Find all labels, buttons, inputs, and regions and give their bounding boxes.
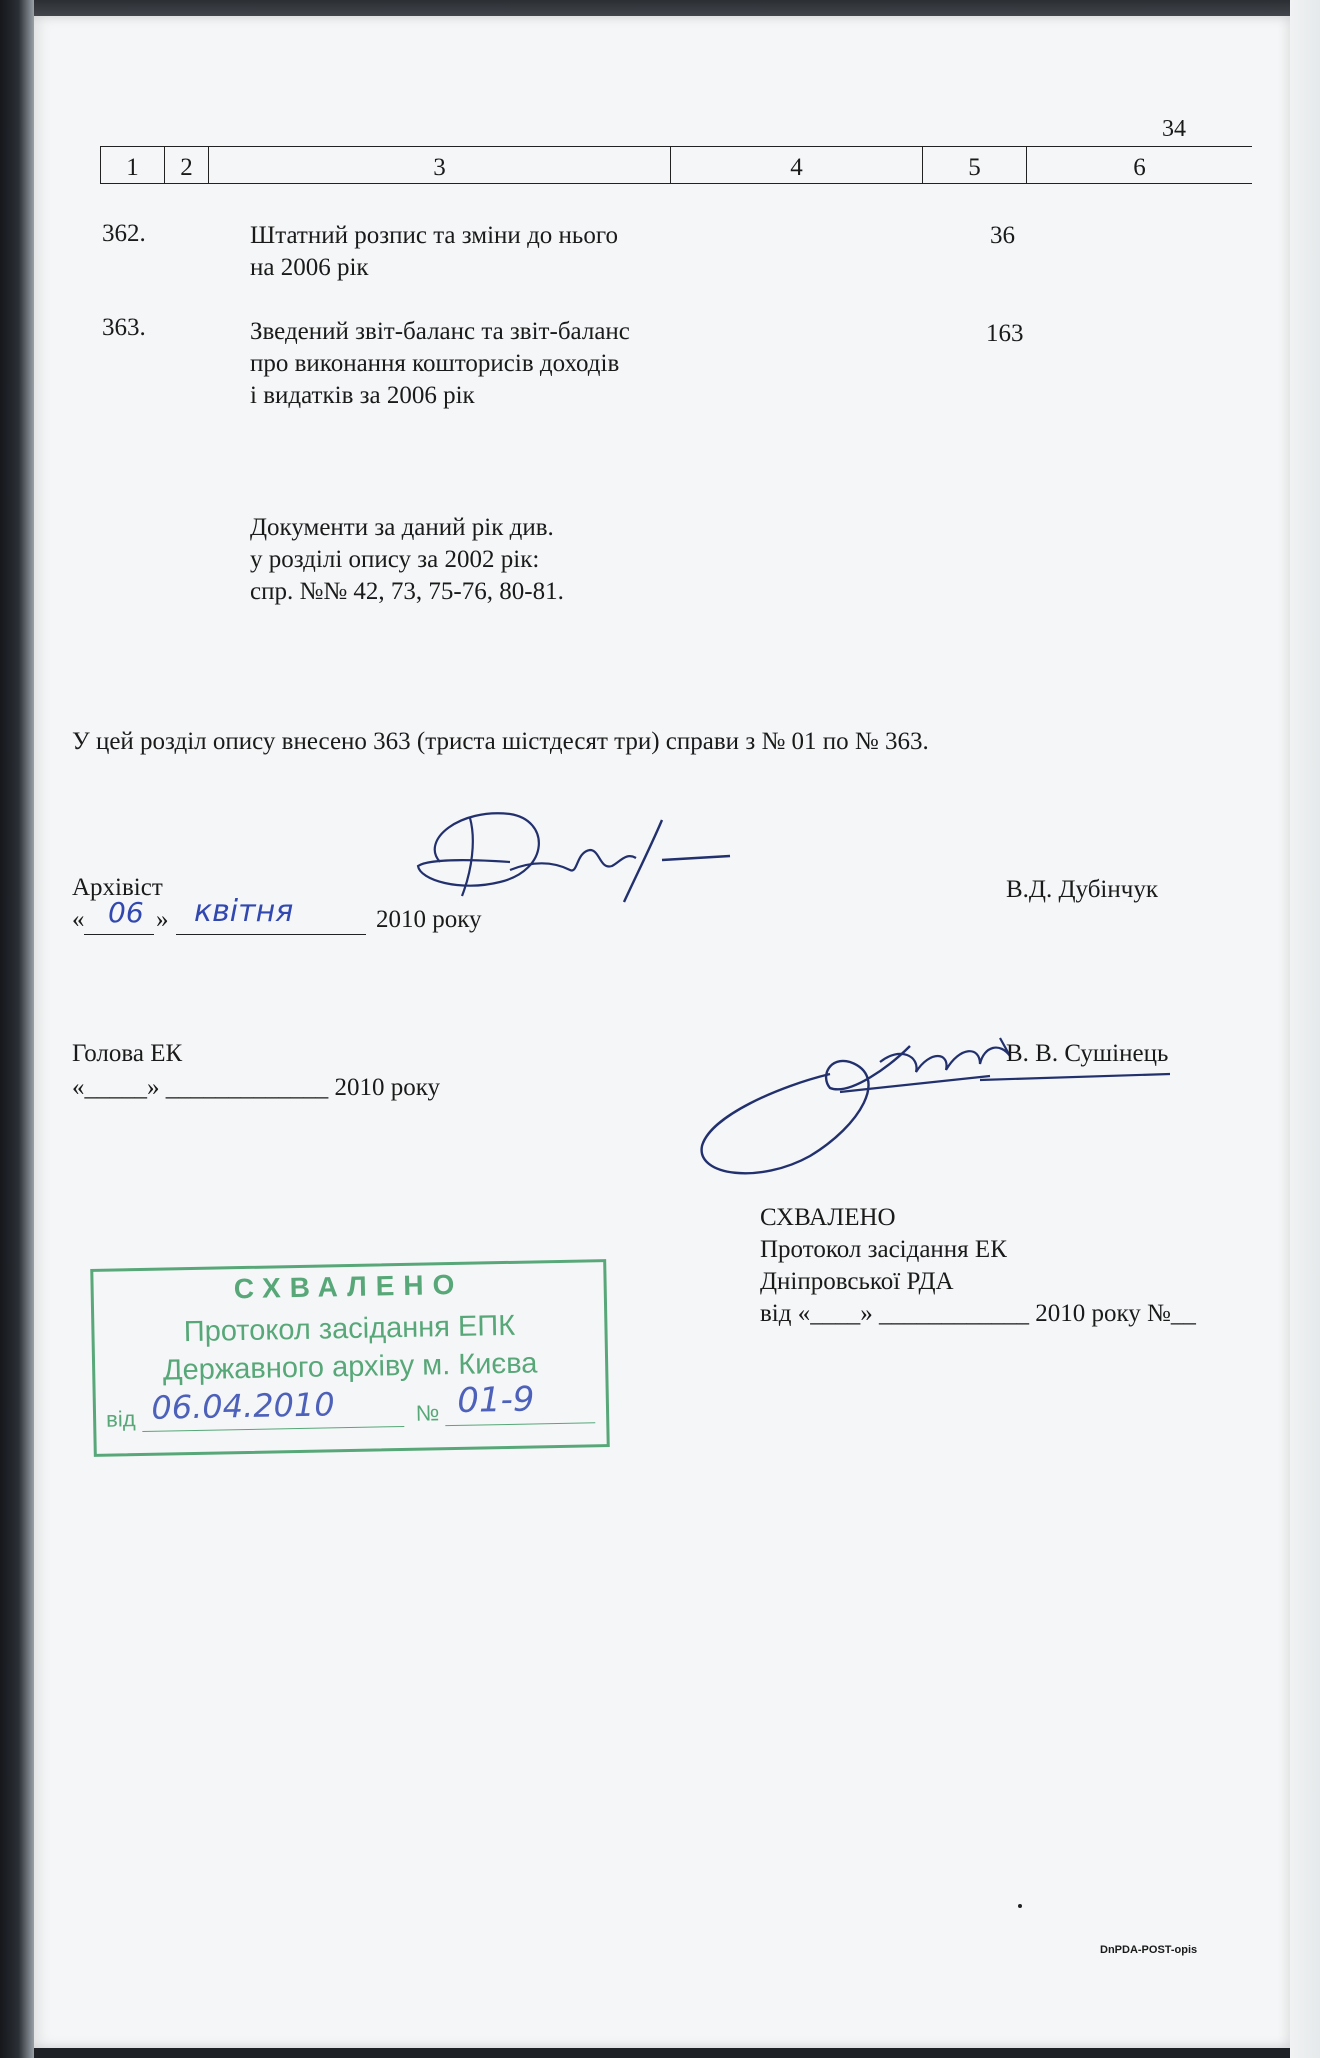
archivist-date	[72, 894, 532, 942]
note-line: у розділі опису за 2002 рік:	[250, 546, 540, 573]
header-cell: 6	[1026, 147, 1252, 183]
stamp-date-line	[141, 1385, 403, 1432]
page-right-edge	[1290, 0, 1320, 2058]
note-line: Документи за даний рік див.	[250, 514, 554, 541]
table-header-row	[100, 146, 1252, 184]
entry-title-line: Штатний розпис та зміни до нього	[250, 222, 618, 249]
entry-title-line: і видатків за 2006 рік	[250, 382, 475, 409]
entry-value: 163	[986, 320, 1024, 347]
page-number: 34	[1162, 116, 1186, 142]
stamp-line: Протокол засідання ЕПК	[183, 1309, 516, 1349]
reference-note	[250, 512, 564, 608]
header-cell: 5	[922, 147, 1026, 183]
header-cell: 1	[100, 147, 164, 183]
month-underline	[176, 934, 366, 935]
archivist-role: Архівіст	[72, 874, 163, 901]
note-line: спр. №№ 42, 73, 75-76, 80-81.	[250, 578, 564, 605]
commission-head-role: Голова ЕК	[72, 1040, 183, 1067]
entry-title-line: про виконання кошторисів доходів	[250, 350, 620, 377]
approval-line: Протокол засідання ЕК	[760, 1236, 1007, 1263]
handwritten-day: 06	[108, 896, 144, 929]
commission-head-name: В. В. Сушінець	[1006, 1040, 1169, 1067]
day-underline	[84, 934, 154, 935]
archivist-signature	[400, 800, 740, 910]
stamp-handwritten-number: 01-9	[456, 1379, 535, 1421]
archivist-name: В.Д. Дубінчук	[1006, 876, 1158, 903]
stamp-title: СХВАЛЕНО	[233, 1268, 464, 1305]
stamp-line: Державного архіву м. Києва	[162, 1347, 538, 1387]
stamp-handwritten-date: 06.04.2010	[151, 1385, 336, 1427]
ink-dot	[1018, 1904, 1022, 1908]
scan-left-edge	[0, 0, 34, 2058]
summary-statement: У цей розділ опису внесено 363 (триста шістдесят три) справи з № 01 по № 363.	[72, 728, 929, 755]
entry-title-line: на 2006 рік	[250, 254, 369, 281]
stamp-from-label: від	[105, 1406, 136, 1432]
entry-title	[250, 316, 630, 412]
entry-title	[250, 220, 618, 284]
footer-code: DnPDA-POST-opis	[1100, 1944, 1198, 1956]
stamp-num-line	[445, 1379, 595, 1426]
entry-title-line: Зведений звіт-баланс та звіт-баланс	[250, 318, 630, 345]
header-cell: 3	[208, 147, 670, 183]
quote-open: «	[72, 906, 85, 933]
header-cell: 2	[164, 147, 208, 183]
approval-line: Дніпровської РДА	[760, 1268, 954, 1295]
approval-stamp	[90, 1259, 610, 1457]
approval-block	[760, 1202, 1196, 1330]
stamp-bottom-row	[105, 1379, 596, 1432]
date-year: 2010 року	[376, 906, 482, 933]
header-cell: 4	[670, 147, 922, 183]
approval-line: СХВАЛЕНО	[760, 1204, 896, 1231]
quote-close: »	[156, 906, 169, 933]
approval-line: від «____» ____________ 2010 року №__	[760, 1300, 1196, 1327]
commission-head-date: «_____» _____________ 2010 року	[72, 1074, 441, 1101]
stamp-num-label: №	[415, 1400, 440, 1426]
entry-number: 362.	[102, 220, 146, 247]
entry-number: 363.	[102, 314, 146, 341]
entry-value: 36	[990, 222, 1015, 249]
handwritten-month: квітня	[194, 894, 294, 929]
